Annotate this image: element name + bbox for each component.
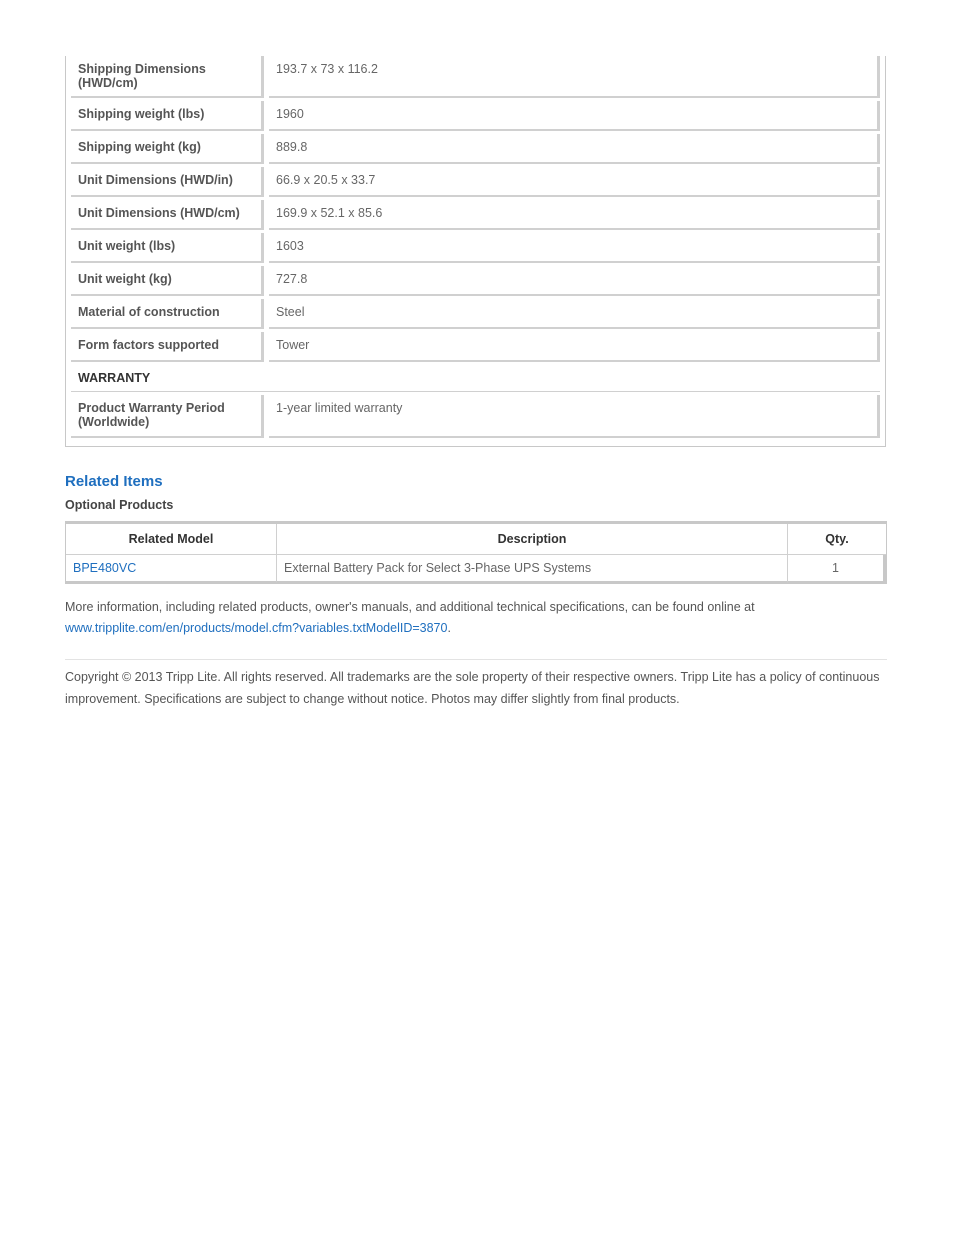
spec-value: 1603 xyxy=(269,233,880,263)
spec-label: Product Warranty Period (Worldwide) xyxy=(71,395,264,438)
spec-label: Unit weight (lbs) xyxy=(71,233,264,263)
related-items-title: Related Items xyxy=(65,473,163,490)
related-model-cell xyxy=(66,555,277,583)
related-products-table xyxy=(65,521,887,584)
spec-label: Unit Dimensions (HWD/cm) xyxy=(71,200,264,230)
spec-row xyxy=(71,56,880,98)
spec-value: 1-year limited warranty xyxy=(269,395,880,438)
spec-row xyxy=(71,332,880,362)
spec-label: Unit Dimensions (HWD/in) xyxy=(71,167,264,197)
spec-label: Shipping Dimensions (HWD/cm) xyxy=(71,56,264,98)
spec-row xyxy=(71,233,880,263)
warranty-section-heading: WARRANTY xyxy=(71,365,880,392)
spec-value: 169.9 x 52.1 x 85.6 xyxy=(269,200,880,230)
spec-row xyxy=(71,101,880,131)
spec-table xyxy=(65,56,886,447)
spec-value: 193.7 x 73 x 116.2 xyxy=(269,56,880,98)
column-header-qty: Qty. xyxy=(788,524,886,555)
related-model-link[interactable]: BPE480VC xyxy=(73,561,137,575)
spec-row xyxy=(71,134,880,164)
spec-label: Shipping weight (kg) xyxy=(71,134,264,164)
spec-value: Steel xyxy=(269,299,880,329)
column-header-related-model: Related Model xyxy=(66,524,277,555)
spec-row xyxy=(71,167,880,197)
qty-cell: 1 xyxy=(788,555,886,583)
spec-label: Material of construction xyxy=(71,299,264,329)
spec-row xyxy=(71,266,880,296)
spec-row xyxy=(71,395,880,438)
spec-value: Tower xyxy=(269,332,880,362)
spec-value: 727.8 xyxy=(269,266,880,296)
more-info-paragraph xyxy=(65,597,887,639)
column-header-description: Description xyxy=(277,524,788,555)
spec-label: Form factors supported xyxy=(71,332,264,362)
spec-row xyxy=(71,200,880,230)
table-header-row xyxy=(66,524,886,555)
copyright-notice: Copyright © 2013 Tripp Lite. All rights reserved. All trademarks are the sole property of their respective owners. Tripp Lite has a policy of continuous improvement. Specifications are subject to change without notice. Photos may differ slightly from final products. xyxy=(65,670,880,706)
more-info-suffix: . xyxy=(447,621,451,635)
spec-value: 889.8 xyxy=(269,134,880,164)
spec-row xyxy=(71,299,880,329)
description-cell: External Battery Pack for Select 3-Phase UPS Systems xyxy=(277,555,788,583)
optional-products-title: Optional Products xyxy=(65,498,174,512)
divider xyxy=(65,659,887,660)
spec-value: 1960 xyxy=(269,101,880,131)
more-info-text: More information, including related products, owner's manuals, and additional technical specifications, can be found online at xyxy=(65,600,755,614)
table-row xyxy=(66,555,886,583)
spec-value: 66.9 x 20.5 x 33.7 xyxy=(269,167,880,197)
spec-label: Shipping weight (lbs) xyxy=(71,101,264,131)
product-url-link[interactable]: www.tripplite.com/en/products/model.cfm?variables.txtModelID=3870 xyxy=(65,621,448,635)
spec-label: Unit weight (kg) xyxy=(71,266,264,296)
